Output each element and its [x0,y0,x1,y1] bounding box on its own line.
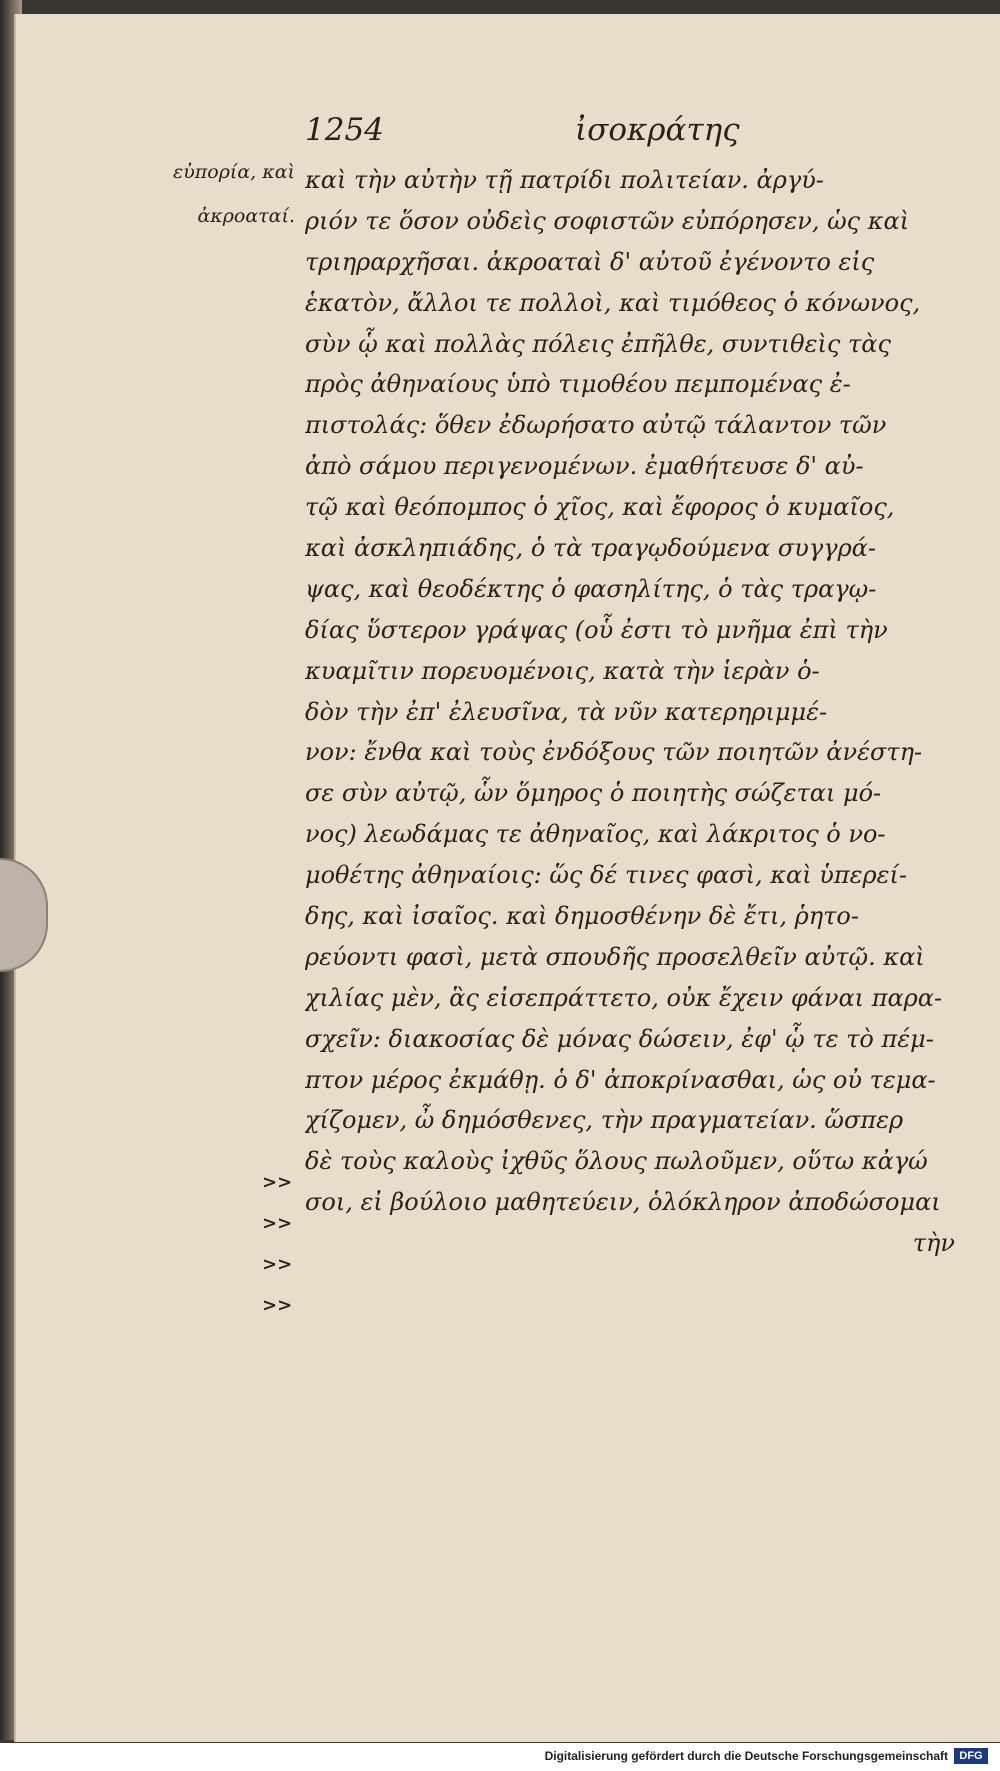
marginal-note: εὐπορία, καὶ [173,161,295,183]
text-line: πρὸς ἀθηναίους ὑπὸ τιμοθέου πεμπομένας ἐ- [305,370,851,399]
text-line: δὸν τὴν ἐπ' ἐλευσῖνα, τὰ νῦν κατερηριμμέ- [305,697,828,726]
text-line: σὺν ᾧ καὶ πολλὰς πόλεις ἐπῆλθε, συντιθεὶς τὰς [305,329,891,358]
dfg-logo-icon: DFG [954,1748,988,1764]
marginal-notes [135,150,295,238]
text-line: σε σὺν αὐτῷ, ὧν ὅμηρος ὁ ποιητὴς σώζεται μό- [305,779,882,808]
page-number: 1254 [305,112,384,148]
text-line: καὶ τὴν αὐτὴν τῇ πατρίδι πολιτείαν. ἀργύ- [305,166,824,194]
text-line: χιλίας μὲν, ἃς εἰσεπράττετο, οὐκ ἔχειν φάναι παρα- [305,983,943,1012]
running-title: ἰσοκράτης [575,112,740,148]
footer-bar [0,1743,1000,1771]
text-line: ρεύοντι φασὶ, μετὰ σπουδῆς προσελθεῖν αὐτῷ. καὶ [305,942,925,971]
text-line: τὴν [912,1229,955,1258]
text-line: δὲ τοὺς καλοὺς ἰχθῦς ὅλους πωλοῦμεν, οὕτω κἀγώ [305,1147,928,1176]
text-line: νος) λεωδάμας τε ἀθηναῖος, καὶ λάκριτος ὁ νο- [305,820,886,849]
main-text [305,160,955,1264]
text-line: σοι, εἰ βούλοιο μαθητεύειν, ὁλόκληρον ἀποδώσομαι [305,1188,941,1217]
text-line: πιστολάς: ὅθεν ἐδωρήσατο αὐτῷ τάλαντον τῶν [305,411,887,440]
text-line: ψας, καὶ θεοδέκτης ὁ φασηλίτης, ὁ τὰς τραγῳ- [305,574,877,603]
text-line: κυαμῖτιν πορευομένοις, κατὰ τὴν ἱερὰν ὁ- [305,656,820,685]
text-line: δης, καὶ ἰσαῖος. καὶ δημοσθένην δὲ ἔτι, ῥητο- [305,902,859,931]
text-line: ἀπὸ σάμου περιγενομένων. ἐμαθήτευσε δ' αὐ- [305,452,864,481]
footer-credit: Digitalisierung gefördert durch die Deutsche Forschungsgemeinschaft [544,1749,948,1763]
text-line: σχεῖν: διακοσίας δὲ μόνας δώσειν, ἐφ' ᾧ τε τὸ πέμ- [305,1024,934,1053]
text-line: νον: ἔνθα καὶ τοὺς ἐνδόξους τῶν ποιητῶν ἀνέστη- [305,738,923,767]
quote-mark: >> [262,1253,293,1275]
text-line: μοθέτης ἀθηναίοις: ὥς δέ τινες φασὶ, καὶ ὑπερεί- [305,861,907,890]
quotation-marks [262,1163,302,1327]
text-line: πτον μέρος ἐκμάθῃ. ὁ δ' ἀποκρίνασθαι, ὡς οὐ τεμα- [305,1065,936,1094]
page-header [305,112,945,156]
text-line: χίζομεν, ὦ δημόσθενες, τὴν πραγματείαν. ὥσπερ [305,1106,904,1135]
text-line: ἑκατὸν, ἄλλοι τε πολλοὶ, καὶ τιμόθεος ὁ κόνωνος, [305,288,921,317]
quote-mark: >> [262,1172,293,1193]
quote-mark: >> [262,1212,293,1234]
text-line: τῷ καὶ θεόπομπος ὁ χῖος, καὶ ἔφορος ὁ κυμαῖος, [305,493,895,522]
marginal-note: ἀκροαταί. [197,205,295,227]
text-line: τριηραρχῆσαι. ἀκροαταὶ δ' αὐτοῦ ἐγένοντο εἰς [305,247,875,276]
text-line: δίας ὕστερον γράψας (οὗ ἐστι τὸ μνῆμα ἐπὶ τὴν [305,615,888,644]
text-line: καὶ ἀσκληπιάδης, ὁ τὰ τραγῳδούμενα συγγρά- [305,534,876,563]
text-line: ριόν τε ὅσον οὐδεὶς σοφιστῶν εὐπόρησεν, ὡς καὶ [305,206,910,235]
quote-mark: >> [262,1294,293,1316]
